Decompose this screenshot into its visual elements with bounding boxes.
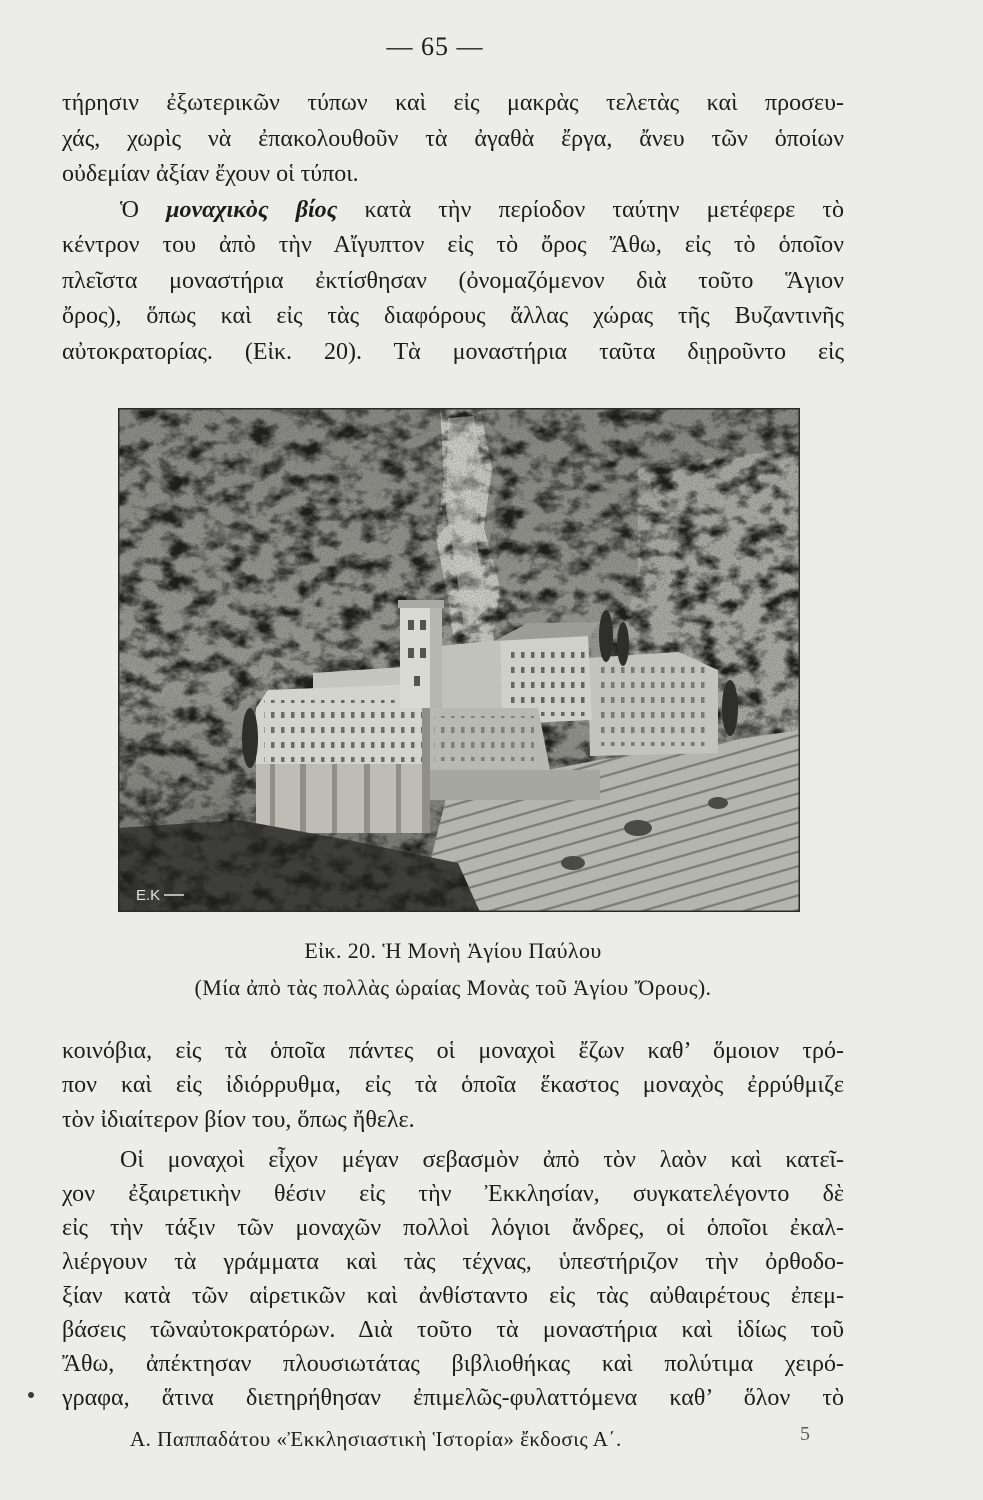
text-line: τὸν ἰδιαίτερον βίον του, ὅπως ἤθελε.	[62, 1106, 415, 1133]
engraver-mark: E.K	[136, 887, 161, 904]
caption-subtitle: (Μία ἀπὸ τὰς πολλὰς ὡραίας Μονὰς τοῦ Ἁγίου Ὄρους).	[194, 975, 712, 1000]
monastery-photo	[118, 408, 800, 912]
text-line: κέντρον του ἀπὸ τὴν Αἴγυπτον εἰς τὸ ὄρος Ἄθω, εἰς τὸ ὁποῖον	[62, 232, 844, 258]
text-line: πλεῖστα μοναστήρια ἐκτίσθησαν (ὀνομαζόμενον διὰ τοῦτο Ἅγιον	[62, 267, 844, 294]
text-line: ὄρος), ὅπως καὶ εἰς τὰς διαφόρους ἄλλας χώρας τῆς Βυζαντινῆς	[62, 303, 844, 329]
line-text: κατὰ τὴν περίοδον ταύτην μετέφερε τὸ	[364, 196, 844, 223]
text-block-top	[62, 86, 844, 370]
building-lower-walls	[256, 764, 430, 833]
text-line: χον ἐξαιρετικὴν θέσιν εἰς τὴν Ἐκκλησίαν, συγκατελέγοντο δὲ	[62, 1181, 844, 1208]
text-line: πον καὶ εἰς ἰδιόρρυθμα, εἰς τὰ ὁποῖα ἕκαστος μοναχὸς ἐρρύθμιζε	[62, 1072, 844, 1099]
text-line: ξίαν κατὰ τῶν αἱρετικῶν καὶ ἀνθίσταντο εἰς τὰς αὐθαιρέτους ἐπεμ-	[62, 1283, 844, 1310]
paragraph	[62, 1143, 844, 1415]
paragraph-lead-word: Ὁ	[120, 196, 139, 223]
page-number: — 65 —	[386, 32, 484, 61]
building-behind-tower	[440, 640, 502, 714]
text-line: κοινόβια, εἰς τὰ ὁποῖα πάντες οἱ μοναχοὶ ἔζων καθ’ ὅμοιον τρό-	[62, 1038, 844, 1064]
signature-mark: 5	[800, 1423, 810, 1445]
figure-caption	[62, 932, 844, 1006]
emphasized-term: μοναχικὸς βίος	[166, 196, 338, 223]
text-line: χάς, χωρὶς νὰ ἐπακολουθοῦν τὰ ἀγαθὰ ἔργα, ἄνευ τῶν ὁποίων	[62, 125, 844, 152]
text-line: βάσεις τῶναὐτοκρατόρων. Διὰ τοῦτο τὰ μοναστήρια καὶ ἰδίως τοῦ	[62, 1317, 844, 1344]
text-line: Ἄθω, ἀπέκτησαν πλουσιωτάτας βιβλιοθήκας καὶ πολύτιμα χειρό-	[62, 1351, 844, 1378]
monastery-tower	[398, 600, 444, 708]
text-line: οὐδεμίαν ἀξίαν ἔχουν οἱ τύποι.	[62, 161, 359, 187]
text-line: λιέργουν τὰ γράμματα καὶ τὰς τέχνας, ὑπεστήριζον τὴν ὀρθοδο-	[62, 1249, 844, 1276]
paragraph	[62, 1034, 844, 1137]
ink-spot	[28, 1392, 34, 1398]
text-line: εἰς τὴν τάξιν τῶν μοναχῶν πολλοὶ λόγιοι ἄνδρες, οἱ ὁποῖοι ἐκαλ-	[62, 1215, 844, 1242]
text-block-bottom	[62, 1034, 844, 1415]
footer-citation: Α. Παππαδάτου «Ἐκκλησιαστικὴ Ἱστορία» ἔκδοσις Α΄.	[130, 1427, 622, 1451]
text-line	[62, 193, 844, 229]
text-line: τήρησιν ἐξωτερικῶν τύπων καὶ εἰς μακρὰς τελετὰς καὶ προσευ-	[62, 90, 844, 116]
retaining-wall	[430, 770, 600, 800]
caption-title: Εἰκ. 20. Ἡ Μονὴ Ἁγίου Παύλου	[304, 938, 602, 963]
paragraph	[62, 86, 844, 193]
text-line: αὐτοκρατορίας. (Εἰκ. 20). Τὰ μοναστήρια ταῦτα διῃροῦντο εἰς	[62, 338, 844, 365]
paragraph	[62, 193, 844, 371]
text-line: Οἱ μοναχοὶ εἶχον μέγαν σεβασμὸν ἀπὸ τὸν λαὸν καὶ κατεῖ-	[120, 1147, 844, 1174]
text-line: γραφα, ἅτινα διετηρήθησαν ἐπιμελῶς-φυλαττόμενα καθ’ ὅλον τὸ	[62, 1385, 844, 1412]
